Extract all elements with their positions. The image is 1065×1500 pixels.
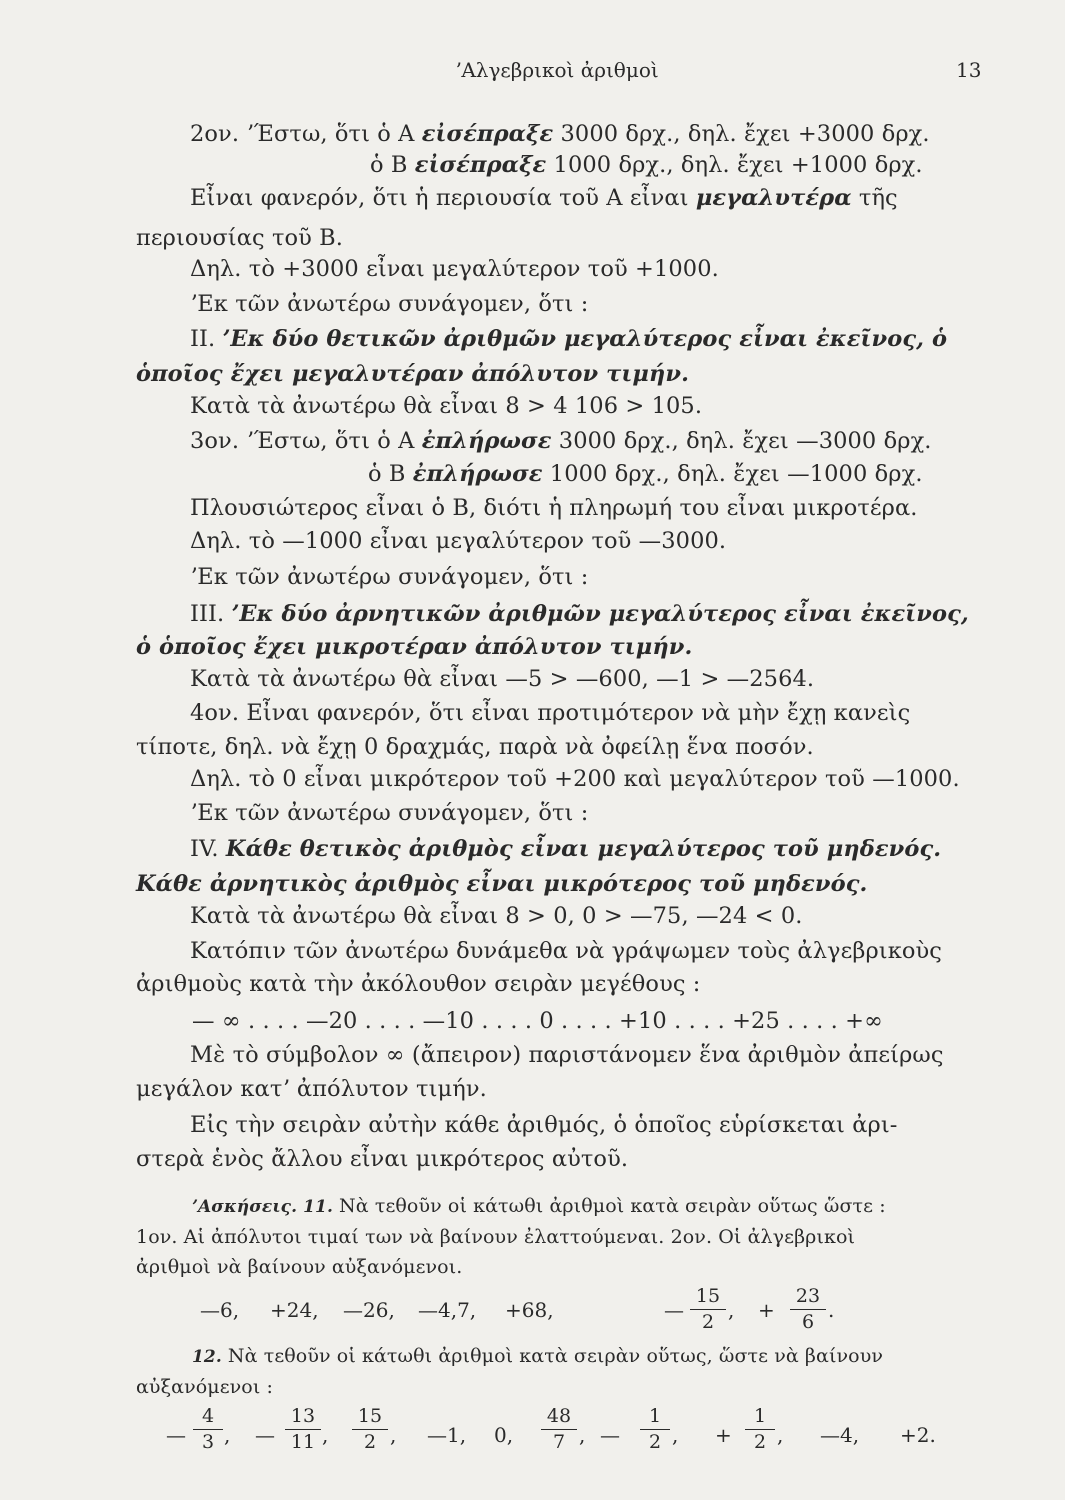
fraction-denominator: 7 bbox=[552, 1431, 566, 1453]
text-span: — ∞ . . . . —20 . . . . —10 . . . . 0 . . . . +10 . . . . +25 . . . . +∞ bbox=[192, 1008, 883, 1034]
text-span: τίποτε, δηλ. νὰ ἔχῃ 0 δραχμάς, παρὰ νὰ ὀφείλῃ ἕνα ποσόν. bbox=[136, 734, 814, 760]
text-line bbox=[136, 873, 867, 896]
math-term: , bbox=[728, 1298, 735, 1322]
text-span: III. bbox=[190, 601, 232, 627]
fraction-denominator: 6 bbox=[801, 1311, 815, 1333]
emphasis-text: ἐπλήρωσε bbox=[421, 428, 552, 454]
text-span: αὐξανόμενοι : bbox=[136, 1376, 274, 1398]
fraction bbox=[790, 1287, 826, 1332]
text-span: II. bbox=[190, 326, 223, 352]
text-line bbox=[190, 566, 588, 589]
text-span: Δηλ. τὸ 0 εἶναι μικρότερον τοῦ +200 καὶ μεγαλύτερον τοῦ —1000. bbox=[190, 766, 960, 792]
text-line bbox=[190, 430, 932, 453]
exercise-heading bbox=[192, 1347, 883, 1366]
text-span: Κατὰ τὰ ἀνωτέρω θὰ εἶναι —5 > —600, —1 > —2564. bbox=[190, 666, 815, 692]
text-line bbox=[136, 1378, 273, 1397]
math-term: , bbox=[672, 1423, 679, 1447]
emphasis-text: Κάθε θετικὸς ἀριθμὸς εἶναι μεγαλύτερος τοῦ μηδενός. bbox=[225, 836, 942, 862]
math-term: +24, bbox=[270, 1298, 319, 1322]
emphasis-text: ὁποῖος ἔχει μεγαλυτέραν ἀπόλυτον τιμήν. bbox=[136, 361, 689, 387]
emphasis-text: ʼΑσκήσεις. 11. bbox=[192, 1197, 340, 1217]
fraction-numerator: 1 bbox=[640, 1407, 670, 1430]
exercise-heading bbox=[192, 1197, 886, 1216]
math-term: —6, bbox=[200, 1298, 240, 1322]
text-line bbox=[190, 838, 941, 861]
text-line bbox=[136, 973, 700, 996]
text-span: στερὰ ἑνὸς ἄλλου εἶναι μικρότερος αὐτοῦ. bbox=[136, 1146, 629, 1172]
text-span: 3000 δρχ., δηλ. ἔχει +3000 δρχ. bbox=[553, 121, 930, 147]
text-span: 4ον. Εἶναι φανερόν, ὅτι εἶναι προτιμότερον νὰ μὴν ἔχῃ κανεὶς bbox=[190, 700, 911, 726]
emphasis-text: εἰσέπραξε bbox=[421, 121, 554, 147]
text-span: Νὰ τεθοῦν οἱ κάτωθι ἀριθμοὶ κατὰ σειρὰν οὕτως, ὥστε νὰ βαίνουν bbox=[227, 1345, 883, 1367]
text-line bbox=[190, 123, 930, 146]
fraction-numerator: 1 bbox=[745, 1407, 775, 1430]
number-scale bbox=[192, 1010, 883, 1033]
fraction-denominator: 2 bbox=[753, 1431, 767, 1453]
emphasis-text: ἐπλήρωσε bbox=[412, 461, 543, 487]
fraction-numerator: 23 bbox=[790, 1287, 826, 1310]
math-term: , bbox=[224, 1423, 231, 1447]
text-line bbox=[136, 636, 692, 659]
fraction-denominator: 2 bbox=[701, 1311, 715, 1333]
text-span: 1000 δρχ., δηλ. ἔχει +1000 δρχ. bbox=[546, 152, 923, 178]
fraction bbox=[745, 1407, 775, 1452]
text-span: μεγάλον κατʼ ἀπόλυτον τιμήν. bbox=[136, 1076, 487, 1102]
text-span: Μὲ τὸ σύμβολον ∞ (ἄπειρον) παριστάνομεν ἕνα ἀριθμὸν ἀπείρως bbox=[190, 1042, 944, 1068]
text-line bbox=[136, 1228, 855, 1247]
text-span: ἀριθμοὺς κατὰ τὴν ἀκόλουθον σειρὰν μεγέθους : bbox=[136, 971, 701, 997]
emphasis-text: Κάθε ἀρνητικὸς ἀριθμὸς εἶναι μικρότερος τοῦ μηδενός. bbox=[136, 871, 868, 897]
text-line bbox=[136, 1258, 462, 1277]
text-span: Κατὰ τὰ ἀνωτέρω θὰ εἶναι 8 > 4 106 > 105. bbox=[190, 393, 703, 419]
text-line bbox=[136, 736, 814, 759]
math-term: + bbox=[715, 1423, 732, 1447]
math-term: , bbox=[777, 1423, 784, 1447]
text-line bbox=[136, 1148, 628, 1171]
text-span: ἀριθμοὶ νὰ βαίνουν αὐξανόμενοι. bbox=[136, 1256, 463, 1278]
text-line bbox=[368, 463, 923, 486]
emphasis-text: ὁ ὁποῖος ἔχει μικροτέραν ἀπόλυτον τιμήν. bbox=[136, 634, 693, 660]
text-line bbox=[190, 187, 898, 210]
text-line bbox=[370, 154, 923, 177]
text-line bbox=[190, 258, 719, 281]
fraction-numerator: 15 bbox=[352, 1407, 388, 1430]
text-span: 1000 δρχ., δηλ. ἔχει —1000 δρχ. bbox=[542, 461, 923, 487]
emphasis-text: μεγαλυτέρα bbox=[695, 185, 852, 211]
text-span: Εἶναι φανερόν, ὅτι ἡ περιουσία τοῦ Α εἶναι bbox=[190, 185, 696, 211]
fraction bbox=[285, 1407, 321, 1452]
text-span: Δηλ. τὸ —1000 εἶναι μεγαλύτερον τοῦ —3000. bbox=[190, 528, 727, 554]
math-term: 0, bbox=[494, 1423, 514, 1447]
text-line bbox=[136, 1078, 487, 1101]
fraction bbox=[352, 1407, 388, 1452]
math-term: — bbox=[166, 1423, 186, 1447]
text-span: Κατόπιν τῶν ἀνωτέρω δυνάμεθα νὰ γράψωμεν τοὺς ἀλγεβρικοὺς bbox=[190, 938, 943, 964]
math-term: , bbox=[390, 1423, 397, 1447]
math-term: . bbox=[828, 1298, 835, 1322]
fraction-denominator: 11 bbox=[290, 1431, 316, 1453]
text-span: τῆς bbox=[851, 185, 898, 211]
text-span: ὁ Β bbox=[370, 152, 415, 178]
fraction-numerator: 48 bbox=[541, 1407, 577, 1430]
emphasis-text: εἰσέπραξε bbox=[414, 152, 547, 178]
text-line bbox=[190, 293, 588, 316]
text-span: ʼΕκ τῶν ἀνωτέρω συνάγομεν, ὅτι : bbox=[190, 564, 589, 590]
fraction-denominator: 2 bbox=[363, 1431, 377, 1453]
text-line bbox=[190, 768, 960, 791]
text-span: 3000 δρχ., δηλ. ἔχει —3000 δρχ. bbox=[551, 428, 932, 454]
text-line bbox=[190, 395, 702, 418]
math-term: , bbox=[579, 1423, 586, 1447]
text-span: Πλουσιώτερος εἶναι ὁ Β, διότι ἡ πληρωμή του εἶναι μικροτέρα. bbox=[190, 495, 918, 521]
fraction bbox=[541, 1407, 577, 1452]
text-line bbox=[190, 603, 969, 626]
text-line bbox=[190, 1044, 944, 1067]
fraction bbox=[193, 1407, 223, 1452]
math-term: — bbox=[664, 1298, 684, 1322]
math-term: + bbox=[758, 1298, 775, 1322]
fraction-denominator: 3 bbox=[201, 1431, 215, 1453]
fraction bbox=[640, 1407, 670, 1452]
text-span: 1ον. Αἱ ἀπόλυτοι τιμαί των νὰ βαίνουν ἐλαττούμεναι. 2ον. Οἱ ἀλγεβρικοὶ bbox=[136, 1226, 856, 1248]
text-span: Δηλ. τὸ +3000 εἶναι μεγαλύτερον τοῦ +1000. bbox=[190, 256, 719, 282]
text-line bbox=[190, 905, 803, 928]
math-term: —26, bbox=[343, 1298, 395, 1322]
text-line bbox=[190, 802, 588, 825]
math-term: — bbox=[600, 1423, 620, 1447]
page-number: 13 bbox=[956, 58, 982, 82]
emphasis-text: ʼΕκ δύο θετικῶν ἀριθμῶν μεγαλύτερος εἶναι ἐκεῖνος, ὁ bbox=[222, 326, 948, 352]
math-term: —1, bbox=[427, 1423, 467, 1447]
text-span: 3ον. ʼΈστω, ὅτι ὁ Α bbox=[190, 428, 422, 454]
text-line bbox=[190, 530, 726, 553]
text-span: ʼΕκ τῶν ἀνωτέρω συνάγομεν, ὅτι : bbox=[190, 800, 589, 826]
text-line bbox=[190, 328, 947, 351]
text-line bbox=[136, 363, 689, 386]
fraction bbox=[690, 1287, 726, 1332]
text-line bbox=[190, 668, 814, 691]
fraction-numerator: 13 bbox=[285, 1407, 321, 1430]
text-line bbox=[190, 1114, 897, 1137]
math-term: +2. bbox=[900, 1423, 936, 1447]
text-span: ʼΕκ τῶν ἀνωτέρω συνάγομεν, ὅτι : bbox=[190, 291, 589, 317]
math-term: +68, bbox=[505, 1298, 554, 1322]
text-line bbox=[136, 227, 343, 250]
fraction-numerator: 4 bbox=[193, 1407, 223, 1430]
text-span: Κατὰ τὰ ἀνωτέρω θὰ εἶναι 8 > 0, 0 > —75, —24 < 0. bbox=[190, 903, 803, 929]
fraction-numerator: 15 bbox=[690, 1287, 726, 1310]
text-span: ὁ Β bbox=[368, 461, 413, 487]
emphasis-text: ʼΕκ δύο ἀρνητικῶν ἀριθμῶν μεγαλύτερος εἶναι ἐκεῖνος, bbox=[231, 601, 969, 627]
text-span: περιουσίας τοῦ Β. bbox=[136, 225, 344, 251]
math-term: —4, bbox=[820, 1423, 860, 1447]
running-header-title: ʼΑλγεβρικοὶ ἀριθμοὶ bbox=[455, 58, 659, 82]
text-line bbox=[190, 702, 910, 725]
emphasis-text: 12. bbox=[192, 1347, 228, 1367]
text-span: 2ον. ʼΈστω, ὅτι ὁ Α bbox=[190, 121, 422, 147]
fraction-denominator: 2 bbox=[648, 1431, 662, 1453]
math-term: — bbox=[255, 1423, 275, 1447]
math-term: —4,7, bbox=[418, 1298, 477, 1322]
text-line bbox=[190, 497, 918, 520]
math-term: , bbox=[322, 1423, 329, 1447]
text-span: Νὰ τεθοῦν οἱ κάτωθι ἀριθμοὶ κατὰ σειρὰν οὕτως ὥστε : bbox=[339, 1195, 886, 1217]
text-span: IV. bbox=[190, 836, 226, 862]
text-span: Εἰς τὴν σειρὰν αὐτὴν κάθε ἀριθμός, ὁ ὁποῖος εὑρίσκεται ἀρι- bbox=[190, 1112, 898, 1138]
text-line bbox=[190, 940, 942, 963]
